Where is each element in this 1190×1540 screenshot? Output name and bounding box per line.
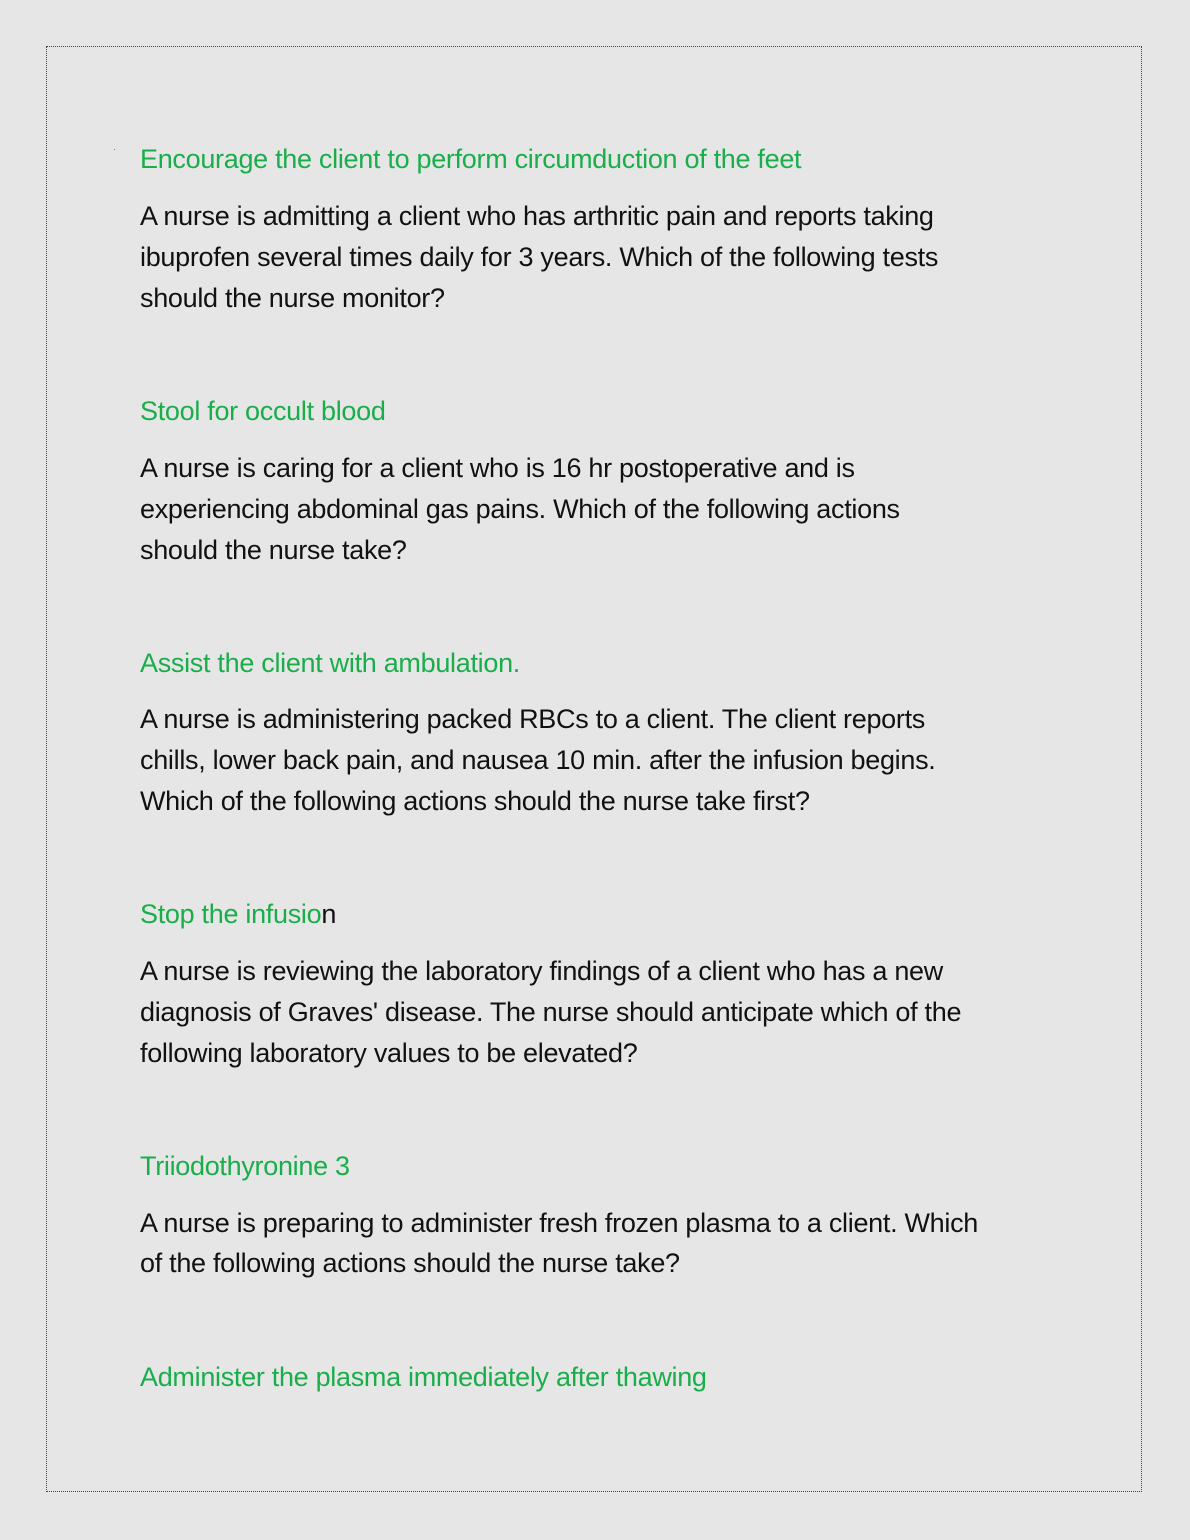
question-3-line-1: A nurse is administering packed RBCs to a client. The client reports — [140, 704, 925, 734]
answer-1: Encourage the client to perform circumduction of the feet — [140, 144, 802, 174]
question-1-line-3: should the nurse monitor? — [140, 283, 445, 313]
answer-3: Assist the client with ambulation. — [140, 648, 520, 678]
answer-4-black-part: n — [321, 899, 337, 929]
answer-6: Administer the plasma immediately after thawing — [140, 1362, 707, 1392]
answer-2: Stool for occult blood — [140, 396, 386, 426]
question-2-line-3: should the nurse take? — [140, 535, 407, 565]
question-5-line-2: of the following actions should the nurse take? — [140, 1248, 680, 1278]
question-2-line-2: experiencing abdominal gas pains. Which of the following actions — [140, 494, 900, 524]
question-4-line-2: diagnosis of Graves' disease. The nurse should anticipate which of the — [140, 997, 962, 1027]
question-2-line-1: A nurse is caring for a client who is 16 hr postoperative and is — [140, 453, 855, 483]
question-5-line-1: A nurse is preparing to administer fresh frozen plasma to a client. Which — [140, 1208, 979, 1238]
stray-mark — [114, 149, 115, 150]
question-4-line-3: following laboratory values to be elevated? — [140, 1038, 638, 1068]
question-1-line-1: A nurse is admitting a client who has arthritic pain and reports taking — [140, 201, 934, 231]
answer-4 — [140, 894, 336, 935]
question-1-line-2: ibuprofen several times daily for 3 years. Which of the following tests — [140, 242, 939, 272]
question-3-line-3: Which of the following actions should the nurse take first? — [140, 786, 810, 816]
answer-4-green-part: Stop the infusio — [140, 899, 322, 929]
question-3-line-2: chills, lower back pain, and nausea 10 min. after the infusion begins. — [140, 745, 936, 775]
answer-5: Triiodothyronine 3 — [140, 1151, 350, 1181]
question-4-line-1: A nurse is reviewing the laboratory findings of a client who has a new — [140, 956, 943, 986]
